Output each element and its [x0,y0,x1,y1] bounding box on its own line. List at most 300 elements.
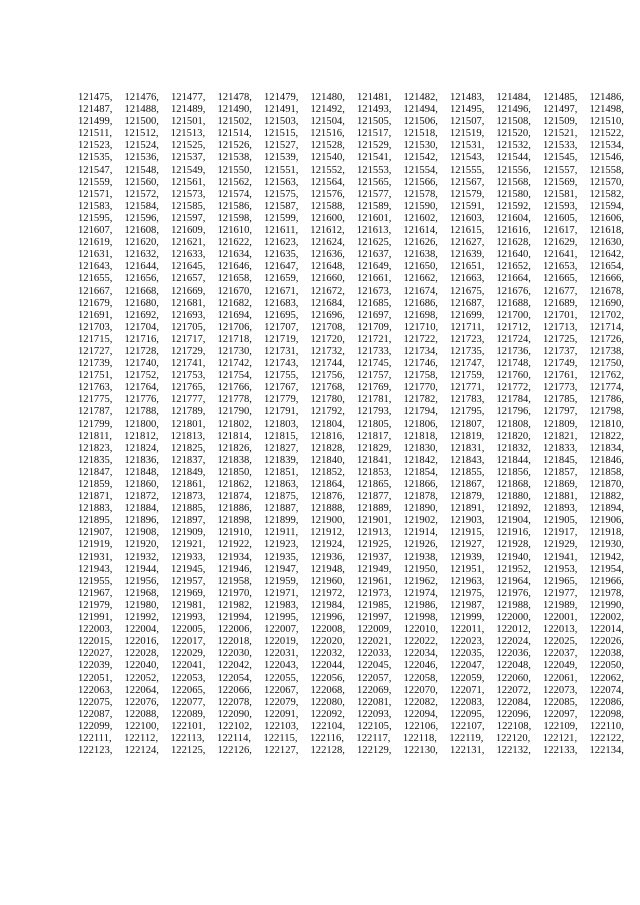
number-entry: 121960, [310,575,345,587]
number-entry: 122092, [310,708,345,720]
number-entry: 121877, [357,491,392,503]
number-entry: 121619, [78,237,113,249]
number-entry: 121723, [450,333,485,345]
number-entry: 121763, [78,382,113,394]
number-entry: 122087, [78,708,113,720]
number-entry: 121778, [217,394,252,406]
number-entry: 121776, [124,394,159,406]
number-entry: 122103, [264,720,299,732]
number-entry: 121729, [171,345,206,357]
number-entry: 122022, [403,636,438,648]
number-entry: 122059, [450,672,485,684]
number-line [78,116,624,128]
number-entry: 121852, [310,466,345,478]
number-entry: 121691, [78,309,113,321]
number-entry: 121608, [124,225,159,237]
number-entry: 121834, [589,442,624,454]
number-entry: 121566, [403,176,438,188]
number-entry: 121862, [217,479,252,490]
number-entry: 121774, [589,382,624,394]
number-line [78,612,624,624]
number-entry: 121749, [543,358,578,370]
number-entry: 121647, [264,261,299,273]
number-line [78,552,624,564]
number-entry: 122072, [496,684,531,696]
number-entry: 121783, [450,394,485,406]
number-entry: 121893, [543,503,578,515]
number-entry: 121529, [357,140,392,152]
number-entry: 121873, [171,491,206,503]
number-entry: 121496, [496,104,531,116]
number-entry: 121959, [264,575,299,587]
number-entry: 121925, [357,539,392,551]
number-entry: 122064, [124,684,159,696]
number-entry: 121726, [589,333,624,345]
number-entry: 121833, [543,442,578,454]
number-entry: 121864, [310,479,345,490]
number-entry: 121733, [357,345,392,357]
number-entry: 121968, [124,587,159,599]
number-entry: 121821, [542,430,578,442]
number-entry: 121629, [543,237,578,249]
number-entry: 121769, [357,382,392,394]
number-entry: 121591, [450,200,485,212]
number-entry: 121804, [310,418,345,430]
number-entry: 121506, [403,116,438,128]
number-entry: 121716, [124,333,159,345]
number-entry: 122117, [356,732,391,744]
number-entry: 121838, [217,454,252,466]
number-entry: 121868, [496,479,531,490]
number-entry: 122066, [217,684,252,696]
number-entry: 121947, [264,563,299,575]
number-entry: 121958, [217,575,252,587]
number-entry: 121917, [542,527,578,539]
number-entry: 121676, [496,285,531,297]
number-entry: 121643, [78,261,113,273]
number-entry: 121985, [357,599,392,611]
number-entry: 121483, [450,92,485,103]
number-entry: 121498, [589,104,624,116]
number-entry: 121645, [171,261,206,273]
number-entry: 122078, [217,696,252,708]
number-entry: 121617, [542,225,578,237]
number-entry: 121650, [403,261,438,273]
number-entry: 121689, [543,297,578,309]
number-entry: 121533, [543,140,578,152]
number-entry: 121764, [124,382,159,394]
number-entry: 121499, [78,116,113,128]
number-entry: 121839, [264,454,299,466]
number-entry: 121481, [357,92,392,103]
number-entry: 121982, [217,599,252,611]
number-entry: 121476, [124,92,159,103]
number-entry: 121503, [264,116,299,128]
number-entry: 121664, [496,273,531,285]
number-entry: 121861, [171,479,206,490]
number-entry: 122058, [403,672,438,684]
number-entry: 121736, [496,345,531,357]
number-entry: 121856, [496,466,531,478]
number-entry: 121956, [124,575,159,587]
number-entry: 121519, [449,128,485,140]
number-entry: 121601, [357,212,392,224]
number-entry: 121953, [543,563,578,575]
number-entry: 122048, [496,660,531,672]
number-entry: 122091, [264,708,299,720]
number-entry: 122107, [450,720,485,732]
number-entry: 121851, [264,466,299,478]
number-entry: 122065, [171,684,206,696]
number-entry: 121718, [217,333,252,345]
number-entry: 122085, [543,696,578,708]
number-entry: 121790, [217,406,252,418]
number-entry: 121996, [310,612,345,624]
number-entry: 121703, [78,321,113,333]
number-entry: 121518, [403,128,438,140]
number-entry: 122112, [124,732,159,744]
number-line [78,104,624,116]
number-entry: 121943, [78,563,113,575]
number-entry: 122116, [309,732,344,744]
number-entry: 121695, [264,309,299,321]
number-entry: 121649, [357,261,392,273]
number-entry: 121639, [450,249,485,261]
number-entry: 121784, [496,394,531,406]
number-entry: 121803, [264,418,299,430]
number-entry: 121872, [124,491,159,503]
number-entry: 121939, [450,551,485,563]
number-entry: 121910, [217,527,253,539]
number-entry: 121613, [356,225,392,237]
number-entry: 121492, [310,104,345,116]
number-entry: 121820, [496,430,531,442]
number-entry: 122000, [496,612,531,624]
number-entry: 121817, [356,430,392,442]
number-entry: 121865, [357,479,392,490]
number-entry: 121952, [496,563,531,575]
number-entry: 121963, [450,575,485,587]
number-entry: 121801, [171,418,206,430]
number-entry: 121493, [357,104,392,116]
number-line [78,346,624,358]
number-entry: 121561, [171,176,206,188]
number-entry: 121940, [496,551,531,563]
number-entry: 121478, [217,92,252,103]
number-entry: 121743, [264,358,299,370]
number-entry: 121853, [357,466,392,478]
number-entry: 121841, [357,454,392,466]
number-entry: 121732, [310,345,345,357]
number-entry: 121677, [543,285,578,297]
number-entry: 121550, [217,164,252,176]
number-entry: 121787, [78,406,113,418]
number-entry: 121548, [124,164,159,176]
number-entry: 121961, [357,575,392,587]
number-entry: 122033, [357,648,392,660]
number-entry: 121854, [403,466,438,478]
number-entry: 121955, [78,575,113,587]
number-entry: 121866, [403,479,438,490]
number-entry: 121516, [310,128,345,140]
number-entry: 121806, [403,418,438,430]
number-entry: 121652, [496,261,531,273]
number-entry: 121954, [589,563,624,575]
number-entry: 121731, [264,345,299,357]
number-entry: 121586, [217,200,252,212]
number-entry: 121504, [310,116,345,128]
number-entry: 121667, [78,285,113,297]
number-entry: 121988, [496,599,531,611]
number-entry: 121560, [124,176,159,188]
number-entry: 121869, [543,479,578,490]
number-entry: 121655, [78,273,113,285]
number-entry: 122011, [450,624,485,636]
number-entry: 121705, [171,321,206,333]
number-entry: 121931, [78,551,113,563]
number-entry: 121480, [310,92,345,103]
number-line [78,685,624,697]
number-entry: 121770, [403,382,438,394]
number-entry: 121635, [264,249,299,261]
number-entry: 121542, [403,152,438,164]
number-entry: 121535, [78,152,113,164]
number-entry: 122049, [543,660,578,672]
number-entry: 121913, [356,527,392,539]
number-entry: 122081, [357,696,392,708]
number-entry: 121557, [543,164,578,176]
number-line [78,286,624,298]
number-entry: 121663, [450,273,485,285]
number-entry: 122109, [543,720,578,732]
number-entry: 121511, [78,128,113,140]
number-entry: 121626, [403,237,438,249]
number-entry: 121679, [78,297,113,309]
number-entry: 122098, [589,708,624,720]
number-line [78,588,624,600]
number-entry: 121916, [496,527,531,539]
number-entry: 121816, [310,430,345,442]
number-entry: 121885, [171,503,206,515]
number-entry: 122070, [403,684,438,696]
number-entry: 121909, [171,527,206,539]
number-entry: 121710, [403,321,439,333]
number-entry: 122061, [543,672,578,684]
number-entry: 121989, [543,599,578,611]
number-entry: 122063, [78,684,113,696]
number-entry: 121991, [78,612,113,624]
number-entry: 121727, [78,345,113,357]
number-entry: 122041, [171,660,206,672]
number-entry: 121505, [357,116,392,128]
number-entry: 121673, [357,285,392,297]
number-entry: 121941, [543,551,578,563]
number-entry: 121531, [450,140,485,152]
number-entry: 121606, [589,212,624,224]
number-entry: 121544, [496,152,531,164]
number-entry: 121687, [450,297,485,309]
number-line [78,455,624,467]
number-entry: 121901, [357,515,392,527]
number-entry: 121977, [543,587,578,599]
number-entry: 121581, [543,188,578,200]
number-entry: 121791, [264,406,299,418]
number-line [78,443,624,455]
number-entry: 122035, [450,648,485,660]
number-line [78,213,624,225]
number-entry: 122122, [589,732,624,744]
number-entry: 122040, [124,660,159,672]
number-entry: 122024, [496,636,531,648]
number-entry: 121819, [449,430,485,442]
number-entry: 121932, [124,551,159,563]
number-entry: 121914, [403,527,438,539]
number-entry: 121761, [543,370,578,382]
number-entry: 122010, [403,624,439,636]
number-entry: 122120, [495,732,531,744]
number-entry: 121610, [217,225,253,237]
number-entry: 121771, [450,382,485,394]
number-line [78,745,624,757]
number-entry: 122019, [264,636,299,648]
number-entry: 121837, [171,454,206,466]
number-entry: 122069, [357,684,392,696]
number-line [78,152,624,164]
number-entry: 121552, [310,164,345,176]
number-entry: 121992, [124,612,159,624]
number-entry: 121875, [264,491,299,503]
number-entry: 121554, [403,164,438,176]
number-entry: 122031, [264,648,299,660]
number-entry: 121487, [78,104,113,116]
number-entry: 121494, [403,104,438,116]
number-entry: 121970, [217,587,252,599]
number-entry: 122125, [171,745,206,757]
number-entry: 121903, [450,515,485,527]
number-entry: 122003, [78,624,113,636]
number-entry: 121686, [403,297,438,309]
number-entry: 121929, [543,539,578,551]
number-entry: 121656, [124,273,159,285]
number-entry: 121570, [589,176,624,188]
number-entry: 122007, [264,624,299,636]
number-entry: 121490, [217,104,252,116]
number-entry: 122036, [496,648,531,660]
number-entry: 121830, [403,442,438,454]
number-entry: 121479, [264,92,299,103]
number-entry: 121919, [78,539,113,551]
number-entry: 121495, [450,104,485,116]
number-entry: 121585, [171,200,206,212]
number-entry: 121709, [357,321,392,333]
number-entry: 121734, [403,345,438,357]
number-entry: 121843, [450,454,485,466]
number-entry: 121746, [403,358,438,370]
number-entry: 121568, [496,176,531,188]
number-entry: 121502, [217,116,252,128]
number-entry: 121845, [543,454,578,466]
number-entry: 121899, [264,515,299,527]
number-entry: 121741, [171,358,206,370]
number-entry: 122045, [357,660,392,672]
number-entry: 122121, [542,732,578,744]
number-entry: 121588, [310,200,345,212]
number-entry: 122084, [496,696,531,708]
number-entry: 121949, [357,563,392,575]
number-entry: 121537, [171,152,206,164]
number-entry: 121571, [78,188,113,200]
number-entry: 121642, [589,249,624,261]
number-entry: 121547, [78,164,113,176]
number-entry: 121500, [124,116,159,128]
number-entry: 121995, [264,612,299,624]
number-entry: 121699, [450,309,485,321]
number-entry: 121539, [264,152,299,164]
number-entry: 122038, [589,648,624,660]
number-entry: 121661, [357,273,392,285]
number-entry: 122034, [403,648,438,660]
number-entry: 122032, [310,648,345,660]
number-entry: 121847, [78,466,113,478]
number-entry: 121844, [496,454,531,466]
number-entry: 121576, [310,188,345,200]
number-entry: 121753, [171,370,206,382]
number-entry: 121933, [171,551,206,563]
number-entry: 121583, [78,200,113,212]
number-line [78,310,624,322]
number-entry: 121945, [171,563,206,575]
number-entry: 121846, [589,454,624,466]
number-entry: 122127, [264,745,299,757]
number-entry: 122060, [496,672,531,684]
number-entry: 121722, [403,333,438,345]
number-entry: 121895, [78,515,113,527]
number-entry: 122086, [589,696,624,708]
number-entry: 121485, [543,92,578,103]
number-entry: 121911, [264,527,299,539]
number-entry: 121597, [171,212,206,224]
number-entry: 121580, [496,188,531,200]
number-entry: 121517, [356,128,392,140]
number-entry: 121501, [171,116,206,128]
number-entry: 121942, [589,551,624,563]
number-entry: 121879, [450,491,485,503]
number-entry: 122017, [171,636,206,648]
number-entry: 121567, [450,176,485,188]
number-entry: 121920, [124,539,159,551]
number-entry: 121798, [589,406,624,418]
number-entry: 121935, [264,551,299,563]
number-entry: 122029, [171,648,206,660]
number-entry: 122100, [124,720,159,732]
number-entry: 121890, [403,503,438,515]
number-entry: 122126, [217,745,252,757]
number-entry: 121962, [403,575,438,587]
number-entry: 121891, [450,503,485,515]
number-entry: 122076, [124,696,159,708]
number-entry: 121563, [264,176,299,188]
number-line [78,298,624,310]
number-entry: 121793, [357,406,392,418]
number-entry: 121721, [357,333,392,345]
number-entry: 121521, [542,128,578,140]
number-entry: 121589, [357,200,392,212]
number-entry: 121887, [264,503,299,515]
number-entry: 121598, [217,212,252,224]
number-entry: 121775, [78,394,113,406]
number-entry: 122095, [450,708,485,720]
number-entry: 121976, [496,587,531,599]
